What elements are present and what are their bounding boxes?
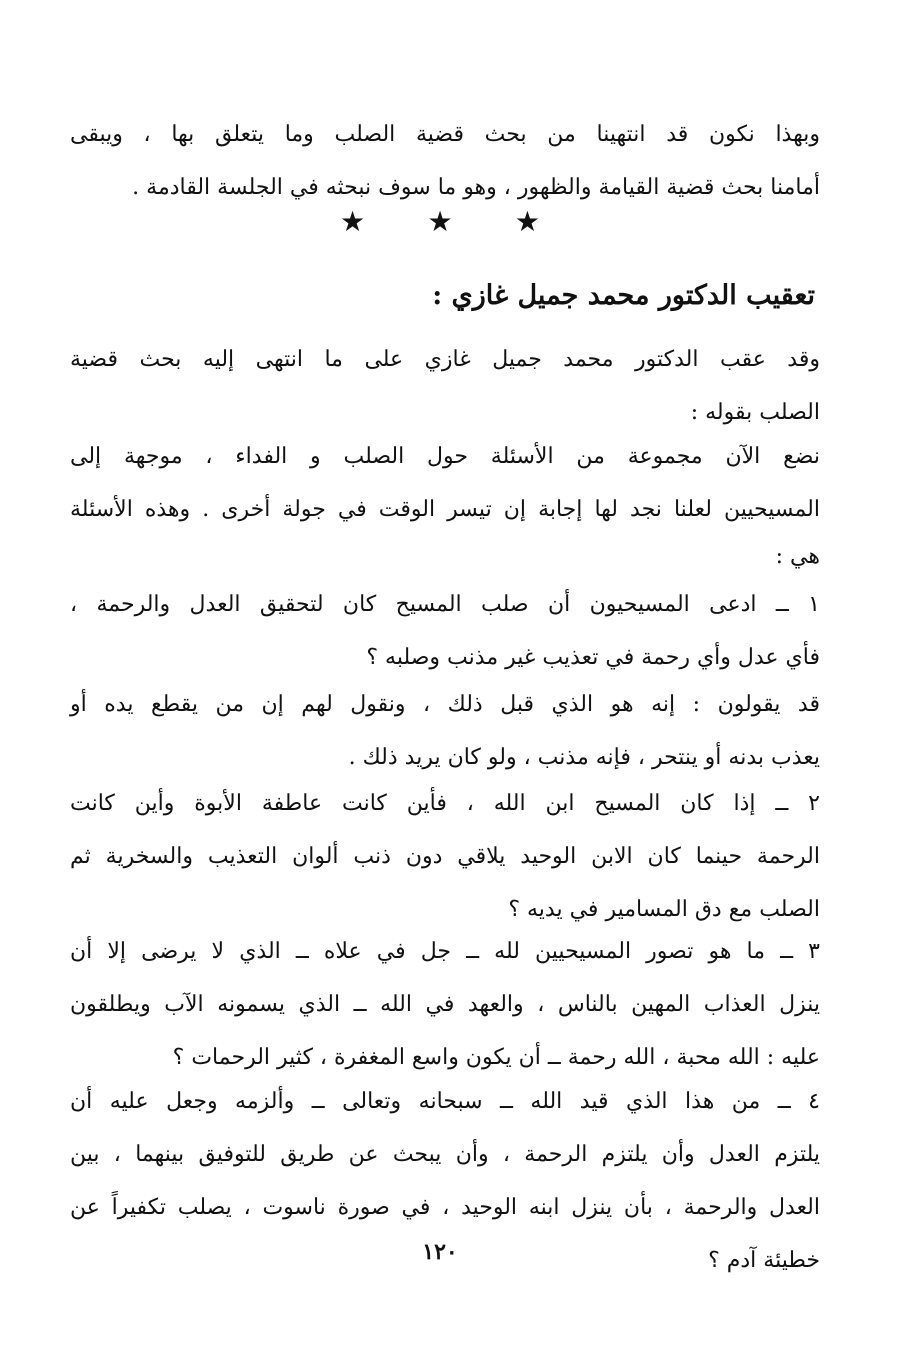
text-line: أمامنا بحث قضية القيامة والظهور ، وهو ما سوف نبحثه في الجلسة القادمة . (132, 175, 820, 200)
star-icon: ★ (514, 205, 540, 238)
text-line: يلتزم العدل وأن يلتزم الرحمة ، وأن يبحث عن طريق للتوفيق بينهما ، بين (70, 1142, 820, 1167)
questions-intro-paragraph (70, 430, 820, 578)
text-line: يعذب بدنه أو ينتحر ، فإنه مذنب ، ولو كان يريد ذلك . (348, 745, 820, 770)
question-1 (70, 578, 820, 684)
text-line: نضع الآن مجموعة من الأسئلة حول الصلب و الفداء ، موجهة إلى (70, 444, 820, 469)
star-icon: ★ (340, 205, 366, 238)
text-line: الصلب مع دق المسامير في يديه ؟ (508, 897, 820, 922)
text-line: عليه : الله محبة ، الله رحمة ــ أن يكون واسع المغفرة ، كثير الرحمات ؟ (172, 1045, 820, 1070)
section-separator (340, 202, 540, 242)
text-line: ١ ــ ادعى المسيحيون أن صلب المسيح كان لتحقيق العدل والرحمة ، (70, 592, 820, 617)
commentary-intro-paragraph (70, 333, 820, 439)
star-icon: ★ (427, 205, 453, 238)
text-line: الصلب بقوله : (690, 400, 820, 425)
text-line: وقد عقب الدكتور محمد جميل غازي على ما انتهى إليه بحث قضية (70, 347, 820, 372)
text-line: وبهذا نكون قد انتهينا من بحث قضية الصلب وما يتعلق بها ، ويبقى (70, 122, 820, 147)
text-line: خطيئة آدم ؟ (708, 1248, 820, 1273)
question-2 (70, 777, 820, 936)
text-line: الرحمة حينما كان الابن الوحيد يلاقي دون ذنب ألوان التعذيب والسخرية ثم (70, 844, 820, 869)
text-line: العدل والرحمة ، بأن ينزل ابنه الوحيد ، في صورة ناسوت ، يصلب تكفيراً عن (70, 1195, 820, 1220)
text-line: ٢ ــ إذا كان المسيح ابن الله ، فأين كانت عاطفة الأبوة وأين كانت (70, 791, 820, 816)
text-line: ٣ ــ ما هو تصور المسيحيين لله ــ جل في علاه ــ الذي لا يرضى إلا أن (70, 939, 820, 964)
text-line: ٤ ــ من هذا الذي قيد الله ــ سبحانه وتعالى ــ وألزمه وجعل عليه أن (70, 1089, 820, 1114)
question-3 (70, 925, 820, 1084)
intro-paragraph (70, 108, 820, 214)
text-line: قد يقولون : إنه هو الذي قبل ذلك ، ونقول لهم إن من يقطع يده أو (70, 692, 820, 717)
question-1-reply (70, 678, 820, 784)
text-line: هي : (775, 544, 820, 569)
page-number: ١٢٠ (422, 1239, 458, 1265)
section-heading: تعقيب الدكتور محمد جميل غازي : (432, 280, 815, 311)
text-line: فأي عدل وأي رحمة في تعذيب غير مذنب وصلبه ؟ (366, 645, 820, 670)
text-line: المسيحيين لعلنا نجد لها إجابة إن تيسر الوقت في جولة أخرى . وهذه الأسئلة (70, 497, 820, 522)
text-line: ينزل العذاب المهين بالناس ، والعهد في الله ــ الذي يسمونه الآب ويطلقون (70, 992, 820, 1017)
